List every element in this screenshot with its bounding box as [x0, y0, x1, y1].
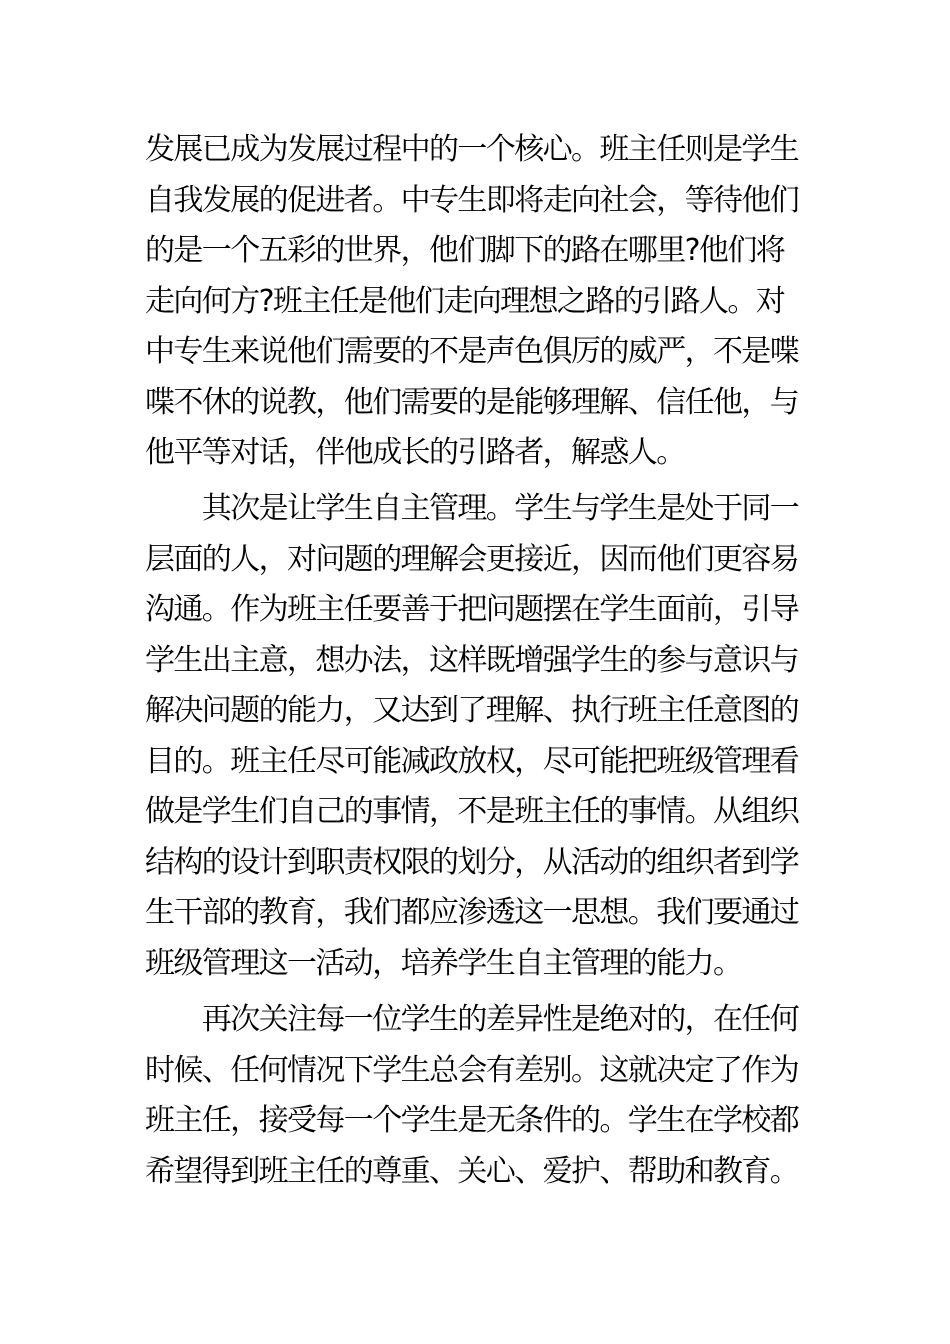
text-line: 其次是让学生自主管理。学生与学生是处于同一 — [145, 491, 799, 527]
text-line: 班级管理这一活动，培养学生自主管理的能力。 — [145, 945, 742, 981]
text-line: 他平等对话，伴他成长的引路者，解惑人。 — [145, 435, 685, 470]
text-line: 沟通。作为班主任要善于把问题摆在学生面前，引导 — [145, 592, 799, 628]
text-line: 结构的设计到职责权限的划分，从活动的组织者到学 — [145, 844, 799, 880]
text-line: 的是一个五彩的世界，他们脚下的路在哪里?他们将 — [145, 233, 785, 268]
paragraph-3 — [145, 995, 815, 1197]
paragraph-1 — [145, 125, 815, 479]
text-line: 喋不休的说教，他们需要的是能够理解、信任他，与 — [145, 384, 799, 420]
text-line: 时候、任何情况下学生总会有差别。这就决定了作为 — [145, 1052, 799, 1088]
text-line: 再次关注每一位学生的差异性是绝对的，在任何 — [145, 1002, 799, 1038]
text-line: 层面的人，对问题的理解会更接近，因而他们更容易 — [145, 541, 799, 577]
text-line: 做是学生们自己的事情，不是班主任的事情。从组织 — [145, 794, 799, 830]
body-text — [145, 125, 815, 1197]
text-line: 走向何方?班主任是他们走向理想之路的引路人。对 — [145, 283, 785, 319]
text-line: 中专生来说他们需要的不是声色俱厉的威严，不是喋 — [145, 334, 799, 369]
paragraph-2 — [145, 484, 815, 989]
text-line: 班主任，接受每一个学生是无条件的。学生在学校都 — [145, 1103, 799, 1139]
text-line: 目的。班主任尽可能减政放权，尽可能把班级管理看 — [145, 743, 799, 779]
text-line: 解决问题的能力，又达到了理解、执行班主任意图的 — [145, 693, 799, 729]
text-line: 希望得到班主任的尊重、关心、爱护、帮助和教育。 — [145, 1153, 799, 1189]
text-line: 生干部的教育，我们都应渗透这一思想。我们要通过 — [145, 895, 799, 931]
text-line: 学生出主意，想办法，这样既增强学生的参与意识与 — [145, 642, 799, 678]
text-line: 自我发展的促进者。中专生即将走向社会，等待他们 — [145, 182, 799, 218]
text-line: 发展已成为发展过程中的一个核心。班主任则是学生 — [145, 132, 799, 167]
